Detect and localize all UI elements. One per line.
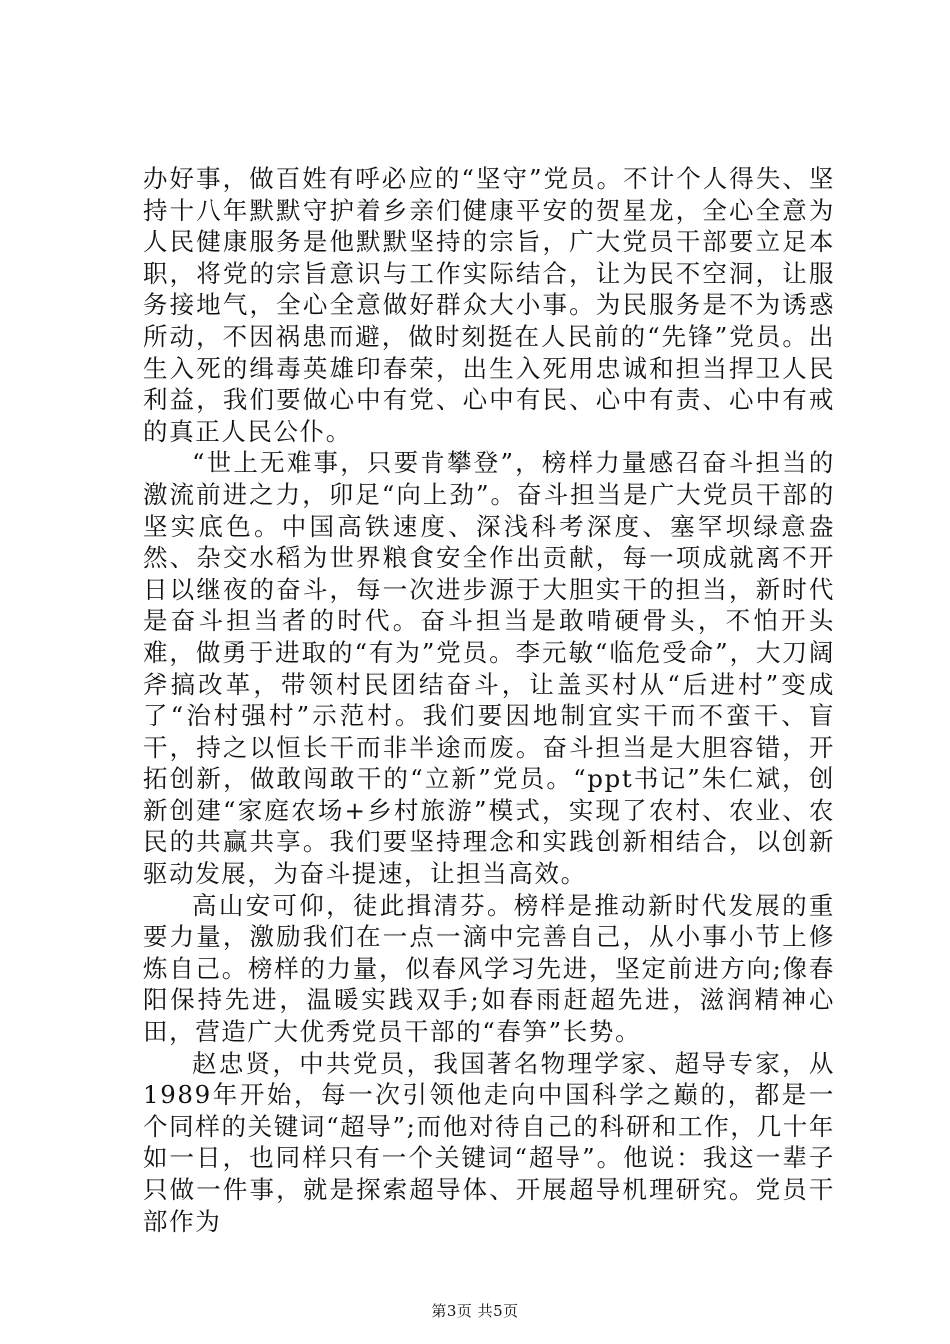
paragraph-1: 办好事，做百姓有呼必应的“坚守”党员。不计个人得失、坚持十八年默默守护着乡亲们健康平安的贺星龙，全心全意为人民健康服务是他默默坚持的宗旨，广大党员干部要立足本职，将党的宗旨意识与工作实际结合，让为民不空洞，让服务接地气，全心全意做好群众大小事。为民服务是不为诱惑所动，不因祸患而避，做时刻挺在人民前的“先锋”党员。出生入死的缉毒英雄印春荣，出生入死用忠诚和担当捍卫人民利益，我们要做心中有党、心中有民、心中有责、心中有戒的真正人民公仆。 (143, 164, 835, 446)
paragraph-4: 赵忠贤，中共党员，我国著名物理学家、超导专家，从1989年开始，每一次引领他走向中国科学之巅的，都是一个同样的关键词“超导”;而他对待自己的科研和工作，几十年如一日，也同样只有一个关键词“超导”。他说：我这一辈子只做一件事，就是探索超导体、开展超导机理研究。党员干部作为 (143, 1048, 835, 1236)
document-body (143, 163, 835, 1237)
paragraph-2: “世上无难事，只要肯攀登”，榜样力量感召奋斗担当的激流前进之力，卯足“向上劲”。奋斗担当是广大党员干部的坚实底色。中国高铁速度、深浅科考深度、塞罕坝绿意盎然、杂交水稻为世界粮食安全作出贡献，每一项成就离不开日以继夜的奋斗，每一次进步源于大胆实干的担当，新时代是奋斗担当者的时代。奋斗担当是敢啃硬骨头，不怕开头难，做勇于进取的“有为”党员。李元敏“临危受命”，大刀阔斧搞改革，带领村民团结奋斗，让盖买村从“后进村”变成了“治村强村”示范村。我们要因地制宜实干而不蛮干、盲干，持之以恒长干而非半途而废。奋斗担当是大胆容错，开拓创新，做敢闯敢干的“立新”党员。“ppt书记”朱仁斌，创新创建“家庭农场+乡村旅游”模式，实现了农村、农业、农民的共赢共享。我们要坚持理念和实践创新相结合，以创新驱动发展，为奋斗提速，让担当高效。 (143, 448, 835, 889)
page-number-footer: 第3页 共5页 (431, 1302, 519, 1320)
paragraph-3: 高山安可仰，徒此揖清芬。榜样是推动新时代发展的重要力量，激励我们在一点一滴中完善自己，从小事小节上修炼自己。榜样的力量，似春风学习先进，坚定前进方向;像春阳保持先进，温暖实践双手;如春雨赶超先进，滋润精神心田，营造广大优秀党员干部的“春笋”长势。 (143, 890, 835, 1047)
